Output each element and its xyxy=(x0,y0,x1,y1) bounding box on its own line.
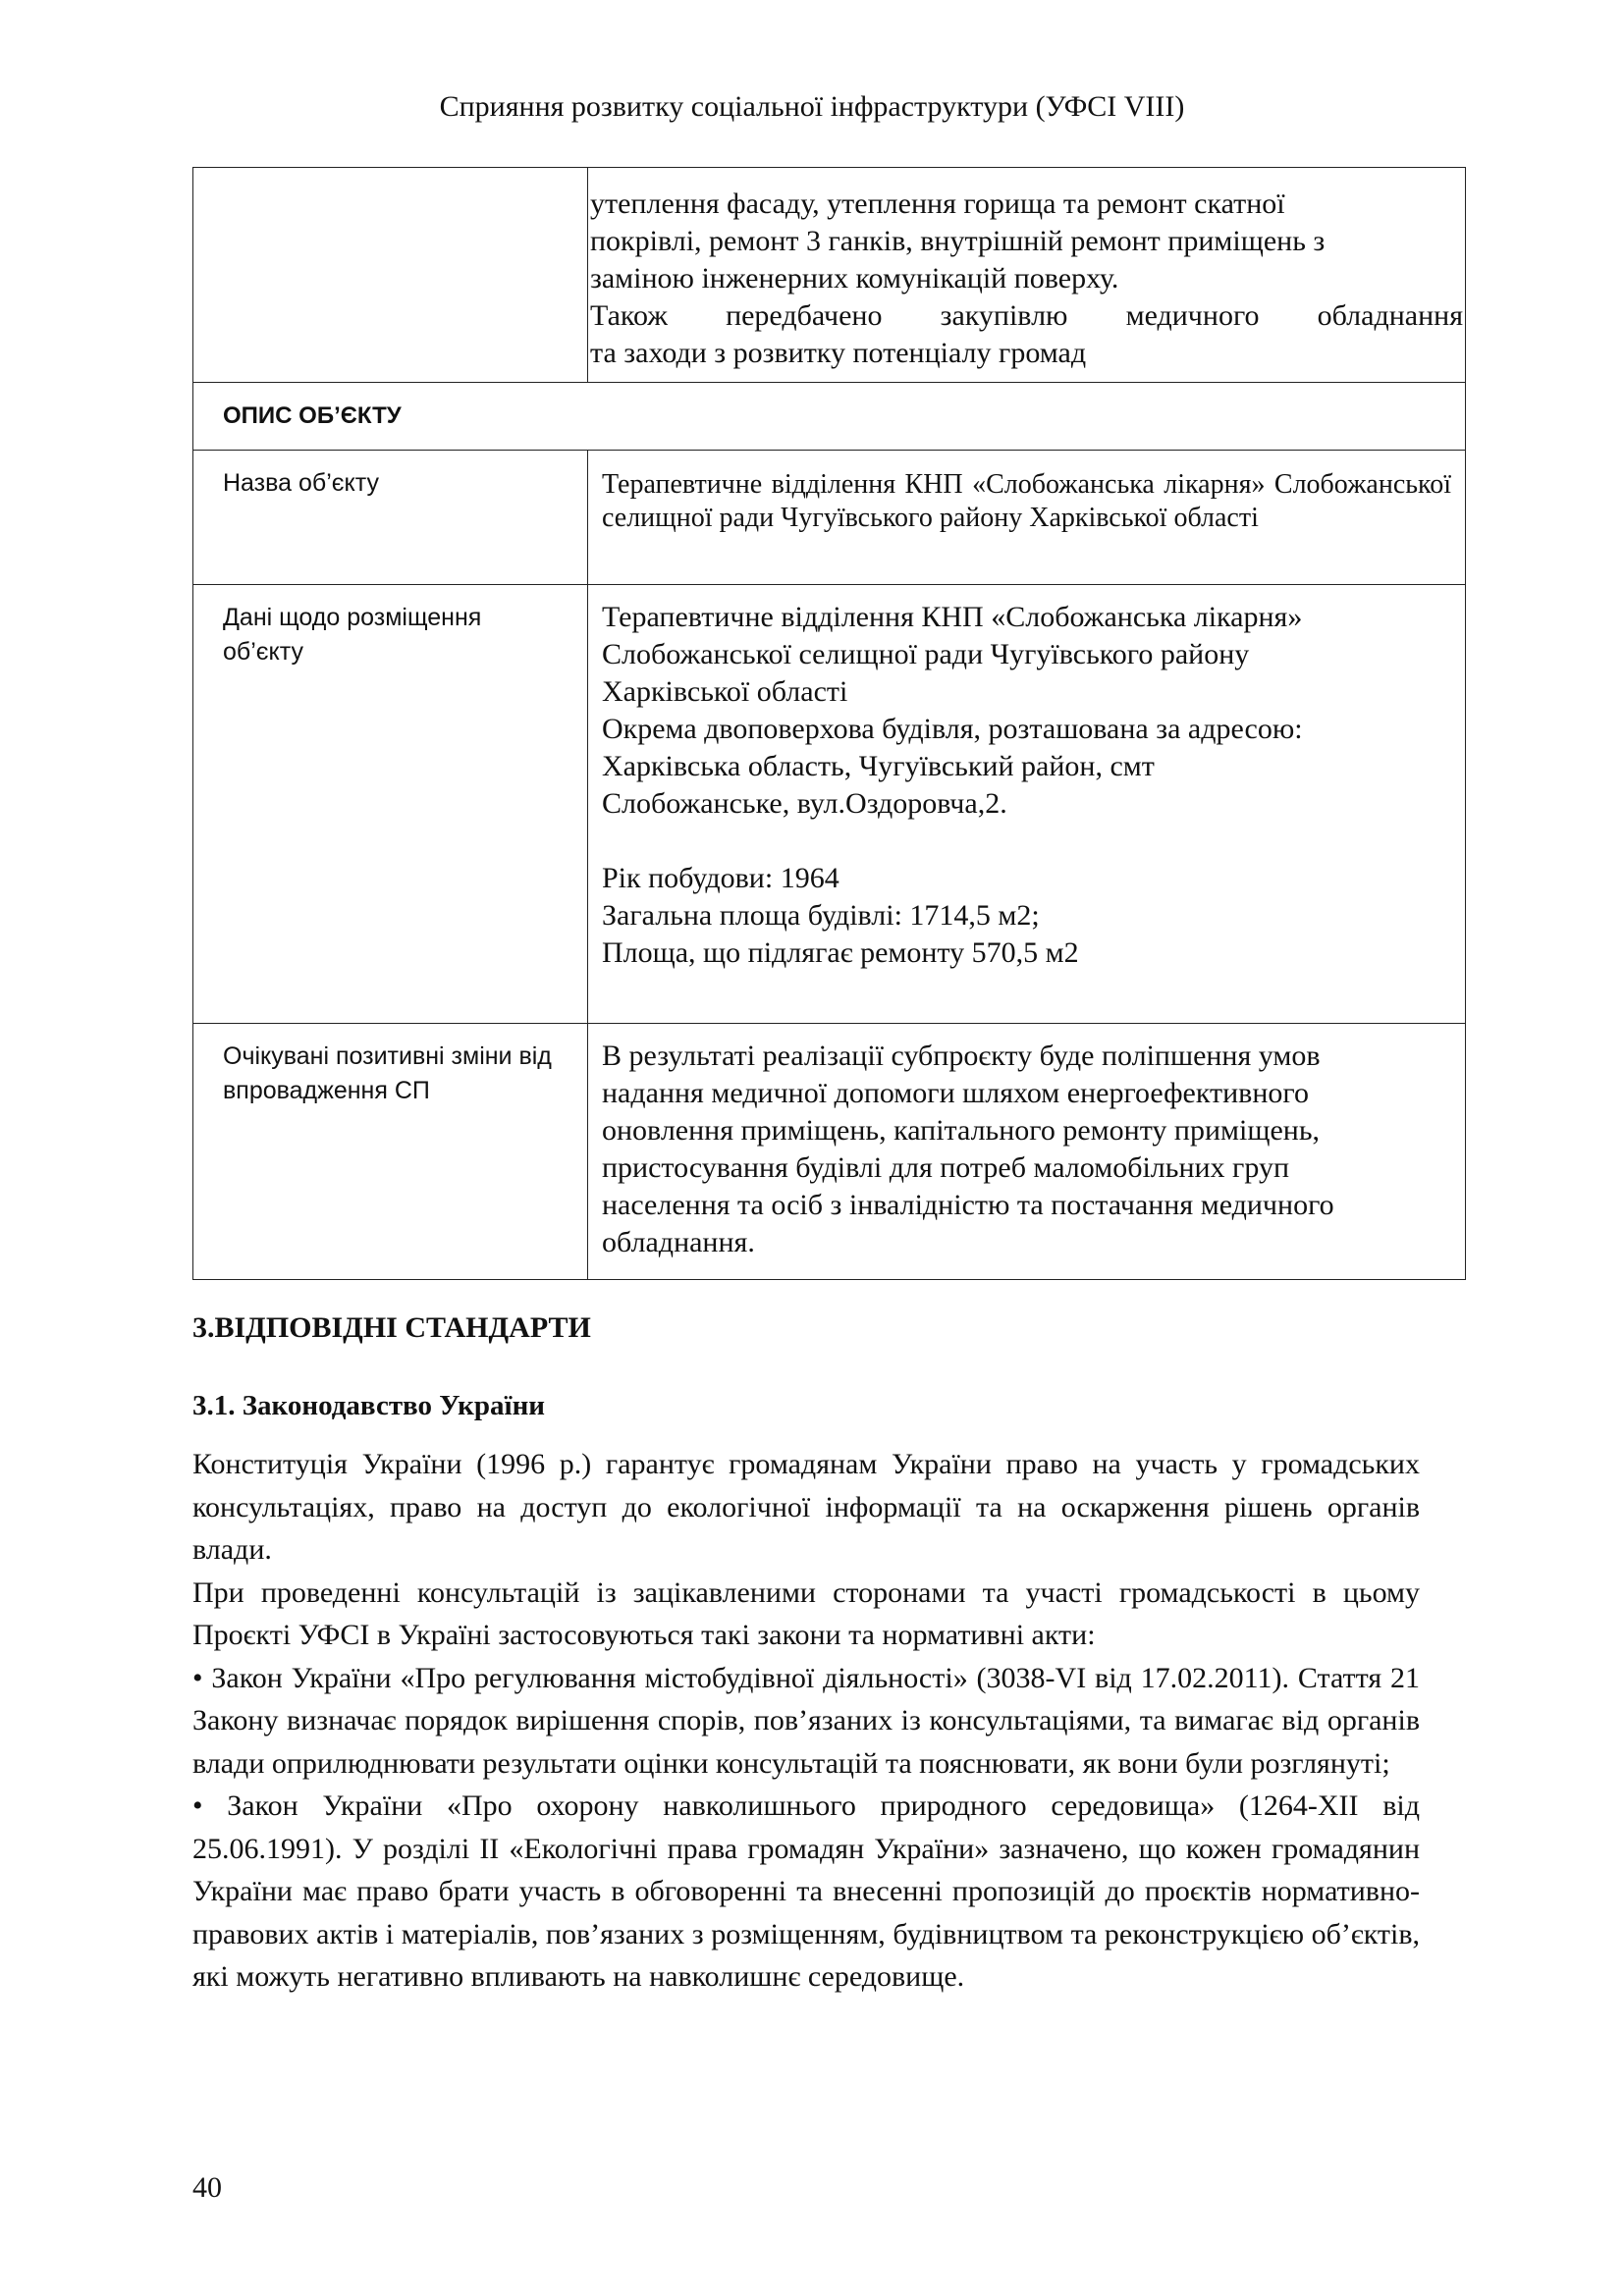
location-line: Харківської області xyxy=(602,675,848,708)
section-label: ОПИС ОБ’ЄКТУ xyxy=(223,402,402,429)
table-cell-empty xyxy=(193,168,588,383)
section-label-cell xyxy=(193,383,1466,451)
building-info-line: Загальна площа будівлі: 1714,5 м2; xyxy=(602,899,1040,932)
location-line: Харківська область, Чугуївський район, смт xyxy=(602,750,1155,782)
body-text xyxy=(192,1443,1420,1999)
paragraph: • Закон України «Про охорону навколишнього природного середовища» (1264-XII від 25.06.1991). У розділі ІІ «Екологічні права громадян України» зазначено, що кожен громадянин України має право брати участь в обговоренні та внесенні пропозицій до проєктів нормативно-правових актів і матеріалів, пов’язаних з розміщенням, будівництвом та реконструкцією об’єктів, які можуть негативно впливають на навколишнє середовище. xyxy=(192,1789,1420,1993)
location-line: Окрема двоповерхова будівля, розташована за адресою: xyxy=(602,713,1303,745)
paragraph: При проведенні консультацій із зацікавленими сторонами та участі громадськості в цьому Проєкті УФСІ в Україні застосовуються такі закони та нормативні акти: xyxy=(192,1575,1420,1651)
paragraph: • Закон України «Про регулювання містобудівної діяльності» (3038-VI від 17.02.2011). Стаття 21 Закону визначає порядок вирішення спорів, пов’язаних із консультаціями, та вимагає від органів влади оприлюднювати результати оцінки консультацій та пояснювати, як вони були розглянуті; xyxy=(192,1661,1420,1780)
continuation-line: Також передбачено закупівлю медичного обладнання xyxy=(590,299,1463,332)
running-header: Сприяння розвитку соціальної інфраструктури (УФСІ VIII) xyxy=(439,90,1185,123)
effect-line: обладнання. xyxy=(602,1226,755,1258)
page-number: 40 xyxy=(192,2171,222,2204)
effect-line: пристосування будівлі для потреб маломобільних груп xyxy=(602,1151,1290,1184)
table-row xyxy=(193,168,1466,383)
row-value-name: Терапевтичне відділення КНП «Слобожанська лікарня» Слобожанської селищної ради Чугуївського району Харківської області xyxy=(602,469,1451,533)
row-label-location: Дані щодо розміщення об’єкту xyxy=(223,604,482,666)
building-info-line: Площа, що підлягає ремонту 570,5 м2 xyxy=(602,936,1079,969)
section-heading: 3.ВІДПОВІДНІ СТАНДАРТИ xyxy=(192,1311,591,1344)
table-row xyxy=(193,1024,1466,1280)
effect-line: оновлення приміщень, капітального ремонту приміщень, xyxy=(602,1114,1321,1147)
effect-line: В результаті реалізації субпроєкту буде поліпшення умов xyxy=(602,1040,1321,1072)
row-label-expected-changes: Очікувані позитивні зміни від впровадження СП xyxy=(223,1042,552,1104)
location-line: Слобожанської селищної ради Чугуївського району xyxy=(602,638,1250,670)
row-value-expected-changes xyxy=(588,1024,1465,1271)
continuation-line: та заходи з розвитку потенціалу громад xyxy=(590,337,1087,369)
location-line: Слобожанське, вул.Оздоровча,2. xyxy=(602,787,1007,820)
object-description-table xyxy=(192,167,1466,1280)
effect-line: надання медичної допомоги шляхом енергоефективного xyxy=(602,1077,1309,1109)
row-value-location xyxy=(588,585,1465,982)
building-info-line: Рік побудови: 1964 xyxy=(602,862,839,894)
continuation-line: покрівлі, ремонт 3 ганків, внутрішній ремонт приміщень з xyxy=(590,225,1326,257)
table-row xyxy=(193,451,1466,585)
location-line: Терапевтичне відділення КНП «Слобожанська лікарня» xyxy=(602,601,1303,633)
continuation-cell xyxy=(588,168,1466,383)
paragraph: Конституція України (1996 р.) гарантує громадянам України право на участь у громадських консультаціях, право на доступ до екологічної інформації та на оскарження рішень органів влади. xyxy=(192,1448,1420,1566)
subsection-heading: 3.1. Законодавство України xyxy=(192,1390,545,1421)
table-row xyxy=(193,383,1466,451)
continuation-line: утеплення фасаду, утеплення горища та ремонт скатної xyxy=(590,187,1285,220)
row-label-name: Назва об’єкту xyxy=(223,469,379,497)
continuation-line: заміною інженерних комунікацій поверху. xyxy=(590,262,1119,294)
table-row xyxy=(193,585,1466,1024)
effect-line: населення та осіб з інвалідністю та постачання медичного xyxy=(602,1189,1334,1221)
